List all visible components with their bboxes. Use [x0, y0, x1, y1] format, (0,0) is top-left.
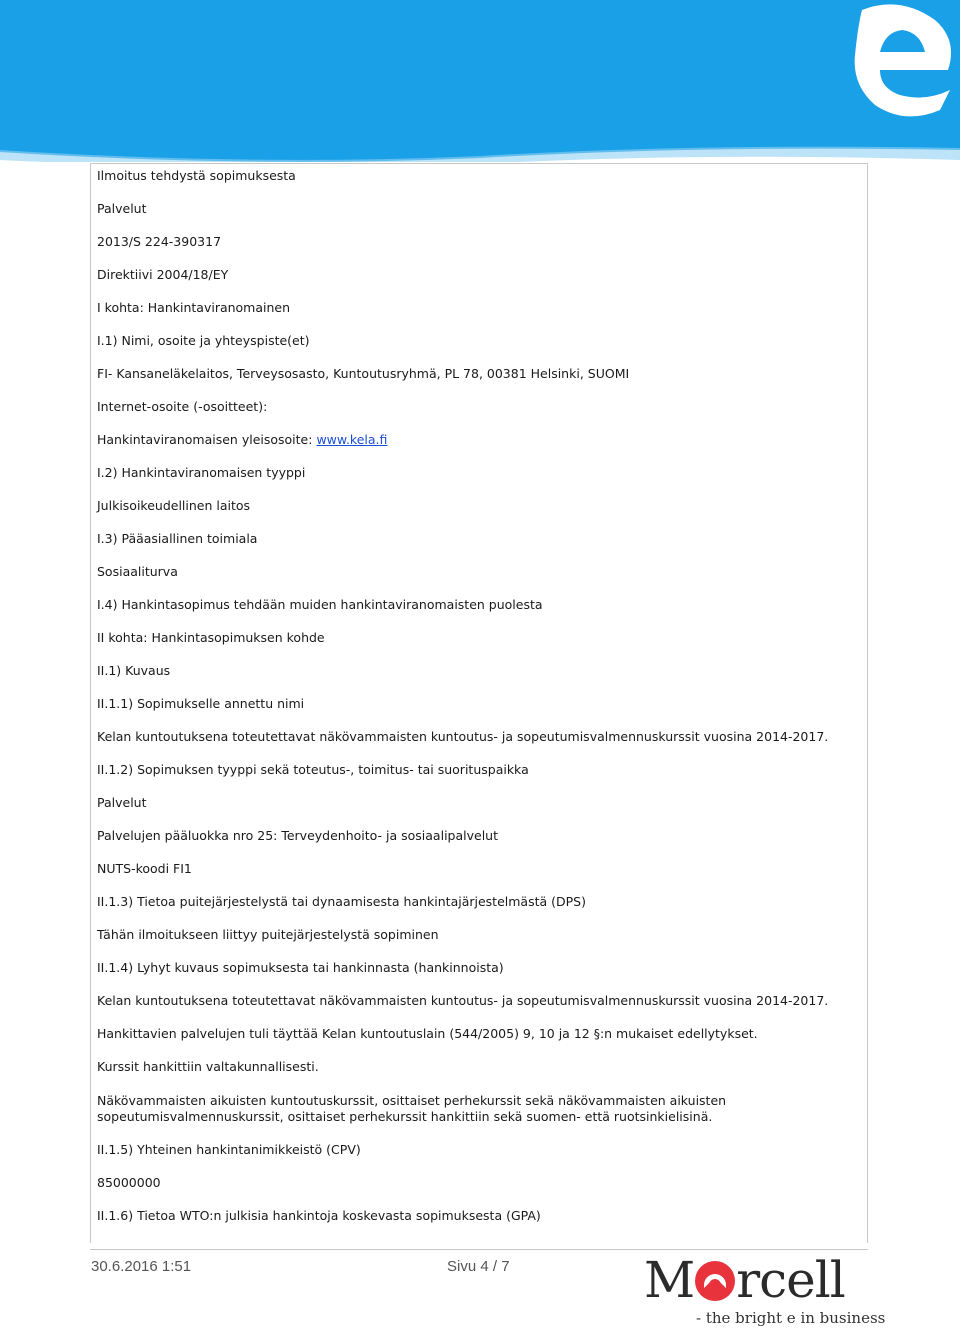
document-line: [97, 267, 228, 283]
document-line: [97, 663, 170, 679]
document-line-text: Tähän ilmoitukseen liittyy puitejärjestelystä sopiminen: [97, 927, 439, 942]
document-line-text: II.1.5) Yhteinen hankintanimikkeistö (CPV): [97, 1142, 361, 1157]
document-line: [97, 498, 250, 514]
document-line-text: Näkövammaisten aikuisten kuntoutuskurssit, osittaiset perhekurssit sekä näkövammaisten aikuisten sopeutumisvalmennuskurssit, osittaiset perhekurssit hankittiin sekä suomen- että ruotsinkielisinä.: [97, 1093, 727, 1124]
document-line: [97, 234, 221, 250]
document-line: [97, 366, 629, 382]
logo-e-icon: [695, 1261, 735, 1301]
header-banner: [0, 0, 960, 162]
document-line-text: II.1.4) Lyhyt kuvaus sopimuksesta tai hankinnasta (hankinnoista): [97, 960, 504, 975]
document-line-text: FI- Kansaneläkelaitos, Terveysosasto, Kuntoutusryhmä, PL 78, 00381 Helsinki, SUOMI: [97, 366, 630, 381]
logo-letter-m: M: [644, 1251, 695, 1309]
document-line-text: Palvelut: [97, 201, 147, 216]
document-line-text: Kurssit hankittiin valtakunnallisesti.: [97, 1059, 319, 1074]
document-line-text: II.1) Kuvaus: [97, 663, 171, 678]
logo-tagline: - the bright e in business: [696, 1309, 886, 1327]
document-line: [97, 993, 828, 1009]
document-line-text: Kelan kuntoutuksena toteutettavat näkövammaisten kuntoutus- ja sopeutumisvalmennuskurssit vuosina 2014-2017.: [97, 993, 829, 1008]
document-line-text: Ilmoitus tehdystä sopimuksesta: [97, 168, 296, 183]
document-line: [97, 1093, 797, 1125]
document-line: [97, 762, 529, 778]
document-line-text: II kohta: Hankintasopimuksen kohde: [97, 630, 325, 645]
document-line: [97, 894, 586, 910]
document-line: [97, 1142, 361, 1158]
document-line-text: II.1.6) Tietoa WTO:n julkisia hankintoja koskevasta sopimuksesta (GPA): [97, 1208, 541, 1223]
document-line-text: I.1) Nimi, osoite ja yhteyspiste(et): [97, 333, 310, 348]
footer-date: 30.6.2016 1:51: [91, 1258, 192, 1275]
document-line-text: I.4) Hankintasopimus tehdään muiden hankintaviranomaisten puolesta: [97, 597, 543, 612]
document-line: [97, 729, 828, 745]
document-line-text: Hankittavien palvelujen tuli täyttää Kelan kuntoutuslain (544/2005) 9, 10 ja 12 §:n mukaiset edellytykset.: [97, 1026, 758, 1041]
logo-wordmark: [644, 1252, 845, 1308]
document-line: [97, 531, 257, 547]
document-line-text: Internet-osoite (-osoitteet):: [97, 399, 268, 414]
company-logo: [644, 1251, 886, 1328]
document-line: [97, 1175, 161, 1191]
document-line: [97, 333, 310, 349]
logo-word-rcell: rcell: [736, 1251, 845, 1309]
document-line-text: Direktiivi 2004/18/EY: [97, 267, 229, 282]
document-line-text: I kohta: Hankintaviranomainen: [97, 300, 291, 315]
document-line-text: 2013/S 224-390317: [97, 234, 222, 249]
document-line: [97, 465, 305, 481]
document-line-text: Julkisoikeudellinen laitos: [97, 498, 251, 513]
document-line: [97, 927, 439, 943]
document-line: [97, 1026, 758, 1042]
document-line-text: Hankintaviranomaisen yleisosoite:: [97, 432, 317, 447]
document-line: [97, 300, 290, 316]
document-line-text: NUTS-koodi FI1: [97, 861, 192, 876]
document-line: [97, 564, 178, 580]
document-line-text: Sosiaaliturva: [97, 564, 178, 579]
document-line: [97, 696, 304, 712]
document-line: [97, 597, 543, 613]
document-line-text: I.2) Hankintaviranomaisen tyyppi: [97, 465, 306, 480]
document-line-text: II.1.2) Sopimuksen tyyppi sekä toteutus-, toimitus- tai suorituspaikka: [97, 762, 529, 777]
document-line: [97, 828, 498, 844]
document-line-text: Kelan kuntoutuksena toteutettavat näkövammaisten kuntoutus- ja sopeutumisvalmennuskurssit vuosina 2014-2017.: [97, 729, 829, 744]
document-line-text: Palvelut: [97, 795, 147, 810]
website-link[interactable]: www.kela.fi: [316, 432, 388, 447]
document-line-text: 85000000: [97, 1175, 161, 1190]
footer-page-number: Sivu 4 / 7: [447, 1258, 510, 1275]
document-line: [97, 861, 192, 877]
document-line: [97, 1208, 541, 1224]
document-line: [97, 432, 387, 448]
document-line: [97, 630, 325, 646]
document-line: [97, 168, 296, 184]
document-line: [97, 399, 267, 415]
document-line: [97, 1059, 319, 1075]
document-line-text: II.1.1) Sopimukselle annettu nimi: [97, 696, 305, 711]
document-line-text: II.1.3) Tietoa puitejärjestelystä tai dynaamisesta hankintajärjestelmästä (DPS): [97, 894, 586, 909]
document-line: [97, 201, 147, 217]
document-line-text: I.3) Pääasiallinen toimiala: [97, 531, 258, 546]
document-line: [97, 960, 504, 976]
document-line: [97, 795, 147, 811]
document-line-text: Palvelujen pääluokka nro 25: Terveydenhoito- ja sosiaalipalvelut: [97, 828, 498, 843]
footer-divider: [90, 1249, 868, 1250]
